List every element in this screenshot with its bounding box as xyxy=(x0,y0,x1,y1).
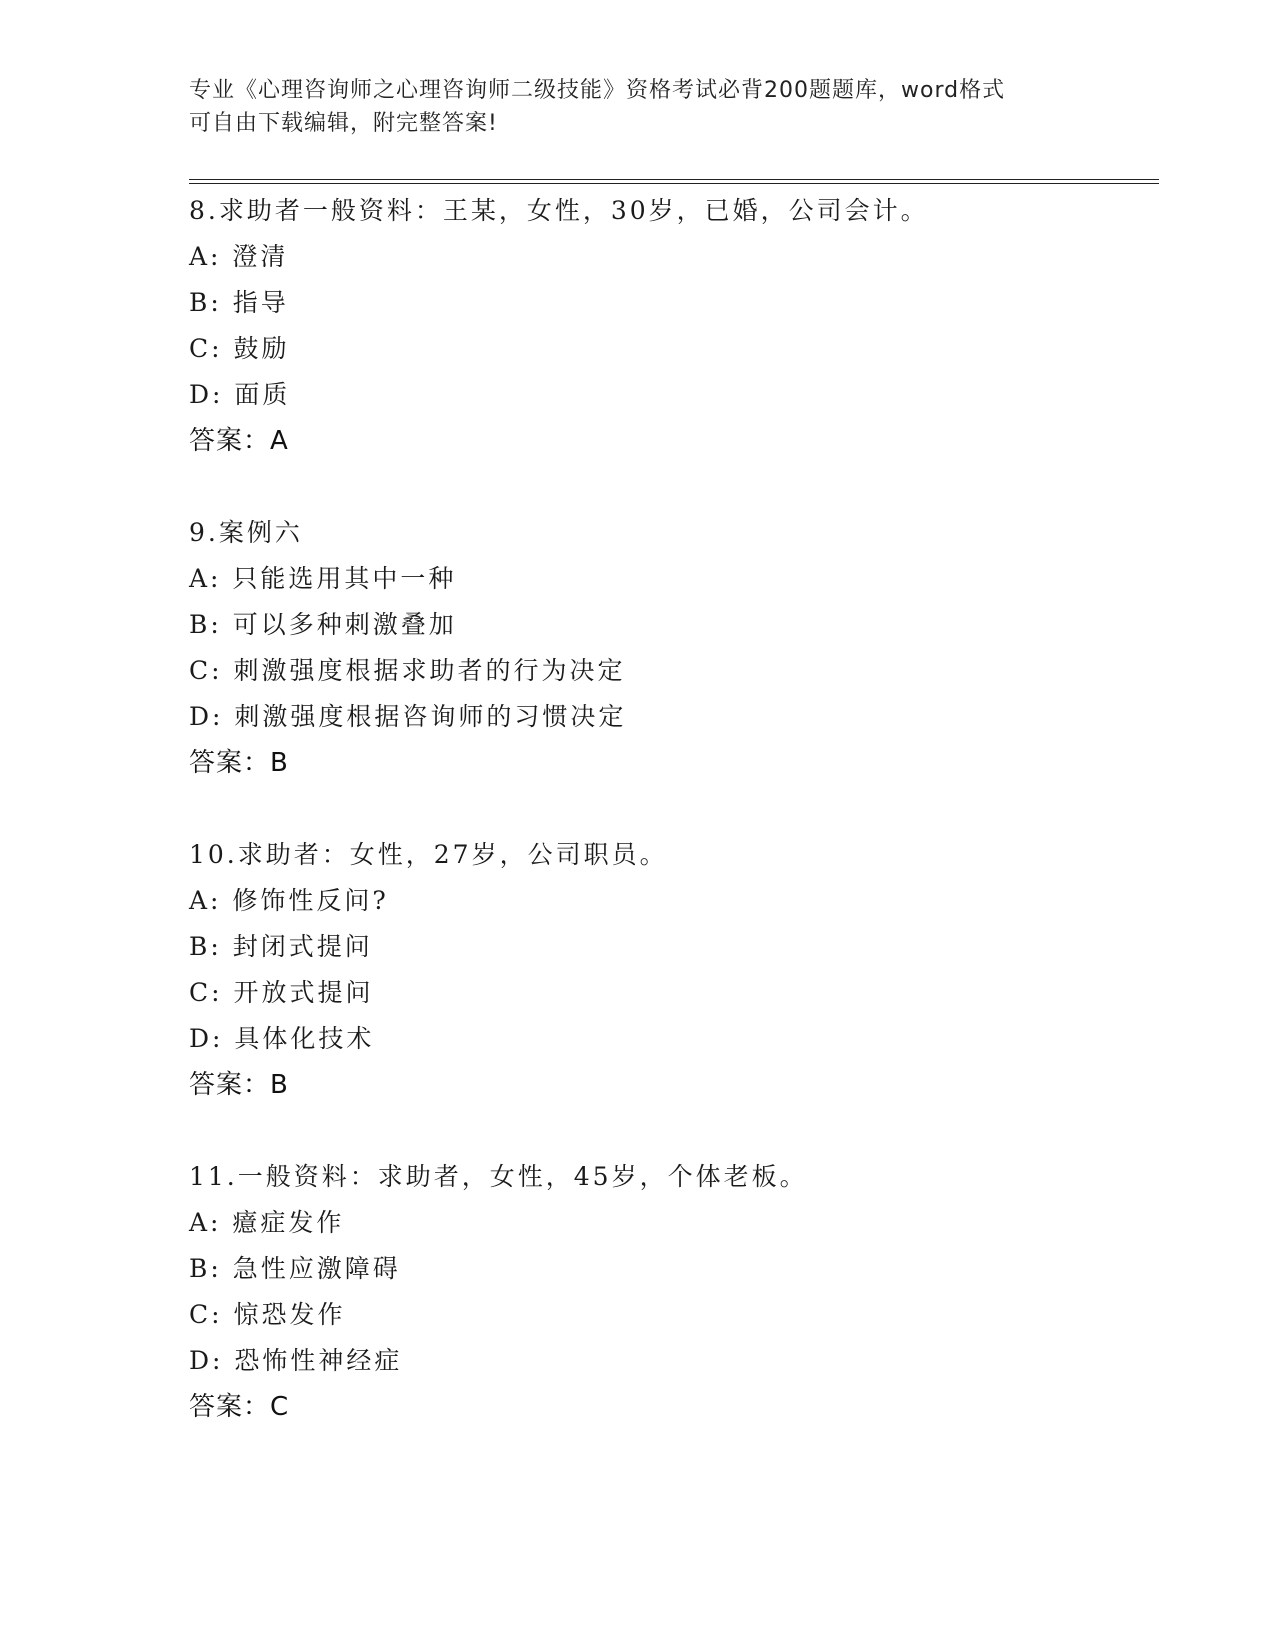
question-8 xyxy=(189,188,1189,464)
answer-line: 答案：C xyxy=(189,1392,290,1422)
option-a: A: 只能选用其中一种 xyxy=(189,564,457,593)
question-10 xyxy=(189,832,1189,1108)
header-divider xyxy=(189,179,1159,184)
question-list xyxy=(189,188,1189,1476)
question-stem: 10.求助者：女性，27岁，公司职员。 xyxy=(189,840,668,869)
document-header xyxy=(189,74,1089,140)
header-line-2: 可自由下载编辑，附完整答案! xyxy=(189,111,498,136)
option-b: B: 急性应激障碍 xyxy=(189,1254,401,1283)
option-a: A: 癔症发作 xyxy=(189,1208,345,1237)
option-b: B: 封闭式提问 xyxy=(189,932,373,961)
question-stem: 8.求助者一般资料：王某，女性，30岁，已婚，公司会计。 xyxy=(189,196,929,225)
option-b: B: 可以多种刺激叠加 xyxy=(189,610,457,639)
answer-line: 答案：B xyxy=(189,748,289,778)
question-stem: 9.案例六 xyxy=(189,518,303,547)
header-line-1: 专业《心理咨询师之心理咨询师二级技能》资格考试必背200题题库，word格式 xyxy=(189,78,1006,103)
answer-line: 答案：A xyxy=(189,426,289,456)
option-c: C: 惊恐发作 xyxy=(189,1300,346,1329)
question-11 xyxy=(189,1154,1189,1430)
option-d: D: 刺激强度根据咨询师的习惯决定 xyxy=(189,702,627,731)
option-b: B: 指导 xyxy=(189,288,289,317)
option-c: C: 刺激强度根据求助者的行为决定 xyxy=(189,656,626,685)
option-d: D: 恐怖性神经症 xyxy=(189,1346,403,1375)
question-stem: 11.一般资料：求助者，女性，45岁，个体老板。 xyxy=(189,1162,808,1191)
question-9 xyxy=(189,510,1189,786)
option-a: A: 澄清 xyxy=(189,242,289,271)
option-c: C: 鼓励 xyxy=(189,334,290,363)
answer-line: 答案：B xyxy=(189,1070,289,1100)
option-d: D: 面质 xyxy=(189,380,291,409)
option-c: C: 开放式提问 xyxy=(189,978,374,1007)
option-a: A: 修饰性反问? xyxy=(189,886,389,915)
option-d: D: 具体化技术 xyxy=(189,1024,375,1053)
